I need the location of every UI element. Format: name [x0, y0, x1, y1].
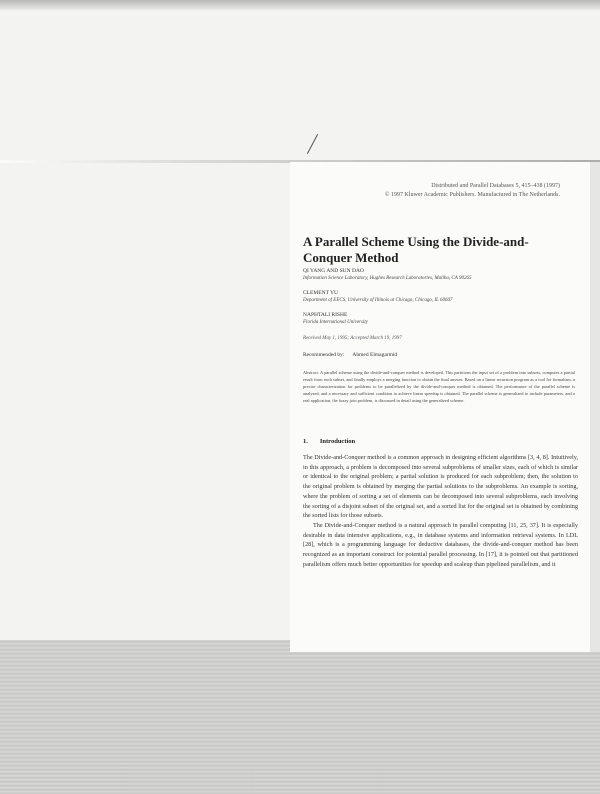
author-affiliation: Department of EECS, University of Illinois at Chicago, Chicago, IL 60607: [303, 298, 453, 303]
section-number: 1.: [303, 438, 308, 445]
author-name: QI YANG AND SUN DAO: [303, 268, 364, 274]
scan-bottom-shadow: [0, 640, 600, 794]
author-affiliation: Information Science Laboratory, Hughes Research Laboratories, Malibu, CA 90265: [303, 276, 472, 281]
author-name: CLEMENT YU: [303, 290, 338, 296]
journal-info: [300, 182, 560, 200]
abstract-text: A parallel scheme using the divide-and-conquer method is developed. This partitions the input set of a problem into subsets, computes a partial result from each subset, and finally employs a merging function to obtain the final answer. Based on a linear recursion program as a tool for formalism, a precise characterization for problems to be parallelized by the divide-and-conquer method is obtained. The performance of the parallel scheme is analyzed, and a necessary and sufficient condition to achieve linear speedup is obtained. The parallel scheme is generalized to include parameters, and a real application, the fuzzy join problem, is discussed in detail using the generalized scheme.: [303, 370, 575, 403]
author-block: [303, 312, 573, 326]
scan-top-edge: [0, 0, 600, 10]
abstract: [303, 369, 575, 404]
recommended-label: Recommended by:: [303, 352, 345, 358]
received-accepted-dates: Received May 1, 1995; Accepted March 19, 1997: [303, 336, 402, 341]
recommended-by: [303, 352, 397, 358]
page-right-edge: [590, 162, 600, 652]
author-affiliation: Florida International University: [303, 320, 368, 325]
abstract-label: Abstract.: [303, 370, 319, 375]
author-list: [303, 268, 573, 334]
journal-copyright: © 1997 Kluwer Academic Publishers. Manufactured in The Netherlands.: [384, 192, 560, 198]
author-name: NAPHTALI RISHE: [303, 312, 348, 318]
paragraph: The Divide-and-Conquer method is a natural approach in parallel computing [11, 25, 37]. It is especially desirable in data intensive applications, e.g., in database systems and information retrieval systems. In LDL [28], which is a programming language for deductive databases, the divide-and-conquer method has been recognized as an important construct for potential parallel processing. In [17], it is pointed out that partitioned parallelism offers much better opportunities for speedup and scaleup than pipelined parallelism, and it: [303, 521, 578, 568]
recommended-name: Ahmed Elmagarmid: [352, 352, 398, 358]
paragraph: The Divide-and-Conquer method is a common approach in designing efficient algorithms [3, 4, 8]. Intuitively, in this approach, a problem is decomposed into several subproblems of smaller sizes, each of which is similar or identical to the original problem; a partial solution is produced for each subproblem; then, the solution to the original problem is obtained by merging the partial solutions to the subproblems. An example is sorting, where the problem of sorting a set of elements can be decomposed into several subproblems, each involving the sorting of a disjoint subset of the original set, and a sorted list for the original set is obtained by combining the sorted lists for those subsets.: [303, 454, 578, 520]
author-block: [303, 268, 573, 282]
section-title: Introduction: [319, 438, 356, 445]
pen-mark: [307, 134, 318, 154]
journal-citation: Distributed and Parallel Databases 5, 415–438 (1997): [431, 183, 560, 189]
author-block: [303, 290, 573, 304]
section-heading: [303, 438, 355, 445]
body-text: [303, 453, 578, 569]
paper-title: A Parallel Scheme Using the Divide-and-Conquer Method: [303, 234, 529, 265]
